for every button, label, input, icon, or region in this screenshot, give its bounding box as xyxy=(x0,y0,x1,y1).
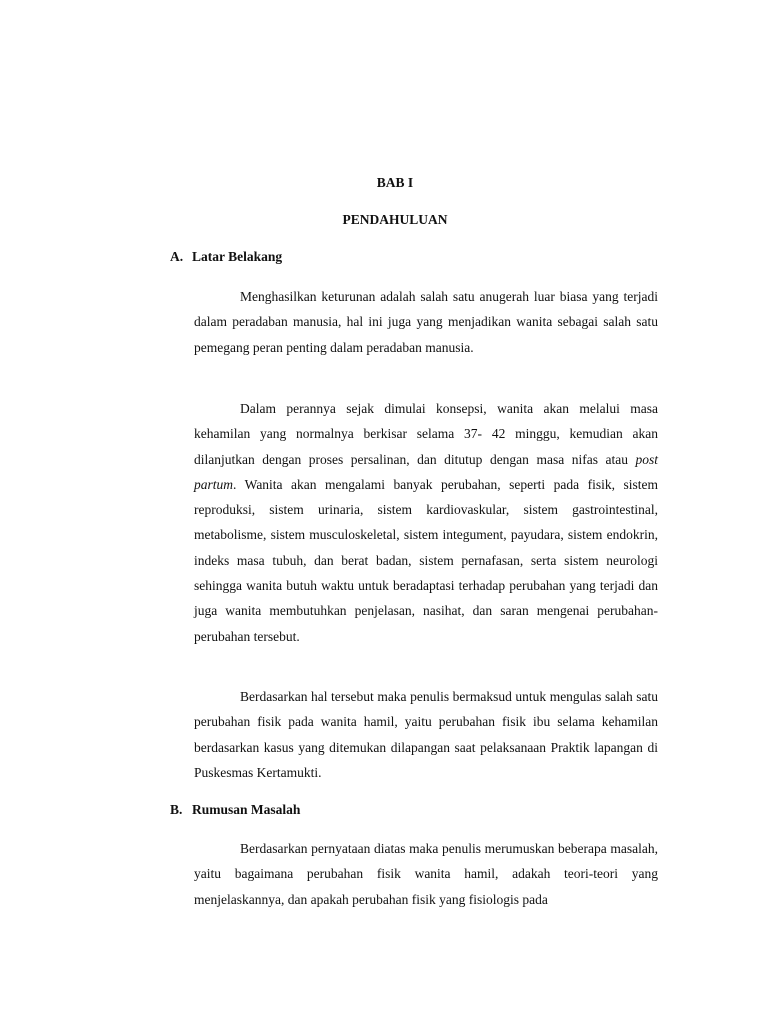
section-heading-b xyxy=(170,802,300,818)
section-title: Latar Belakang xyxy=(192,249,283,264)
paragraph: Berdasarkan hal tersebut maka penulis bermaksud untuk mengulas salah satu perubahan fisik pada wanita hamil, yaitu perubahan fisik ibu selama kehamilan berdasarkan kasus yang ditemukan dilapangan saat pelaksanaan Praktik lapangan di Puskesmas Kertamukti. xyxy=(194,689,658,780)
paragraph: Berdasarkan pernyataan diatas maka penulis merumuskan beberapa masalah, yaitu bagaimana perubahan fisik wanita hamil, adakah teori-teori yang menjelaskannya, dan apakah perubahan fisik yang fisiologis pada xyxy=(194,841,658,907)
section-letter: B. xyxy=(170,802,183,817)
section-heading-a xyxy=(170,249,282,265)
paragraph xyxy=(194,396,658,649)
paragraph-text: . Wanita akan mengalami banyak perubahan, seperti pada fisik, sistem reproduksi, sistem urinaria, sistem kardiovaskular, sistem gastrointestinal, metabolisme, sistem musculoskeletal, sistem integument, payudara, sistem endokrin, indeks masa tubuh, dan berat badan, sistem pernafasan, serta sistem neurologi sehingga wanita butuh waktu untuk beradaptasi terhadap perubahan yang terjadi dan juga wanita membutuhkan penjelasan, nasihat, dan saran mengenai perubahan-perubahan tersebut. xyxy=(194,476,658,644)
section-letter: A. xyxy=(170,249,184,264)
chapter-title: PENDAHULUAN xyxy=(342,212,448,227)
italic-term: post partum xyxy=(194,451,658,492)
paragraph: Menghasilkan keturunan adalah salah satu anugerah luar biasa yang terjadi dalam peradaban manusia, hal ini juga yang menjadikan wanita sebagai salah satu pemegang peran penting dalam peradaban manusia. xyxy=(194,289,658,355)
section-title: Rumusan Masalah xyxy=(192,802,301,817)
chapter-number: BAB I xyxy=(376,175,414,190)
paragraph-text: Dalam perannya sejak dimulai konsepsi, wanita akan melalui masa kehamilan yang normalnya berkisar selama 37- 42 minggu, kemudian akan dilanjutkan dengan proses persalinan, dan ditutup dengan masa nifas atau xyxy=(194,401,658,467)
